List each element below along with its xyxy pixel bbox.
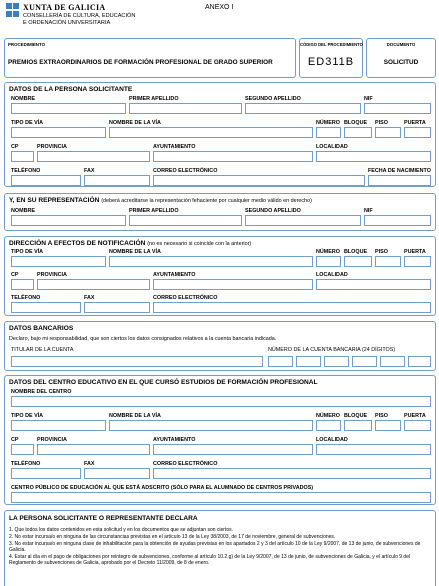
field-iban-3[interactable] [324,356,349,367]
field-ayuntamiento[interactable] [153,444,313,455]
declaration-list [9,527,433,567]
label-telefono: TELÉFONO [11,461,41,467]
field-localidad[interactable] [316,151,431,162]
field-nombre-via[interactable] [109,127,313,138]
label-titular: TITULAR DE LA CUENTA [11,347,74,353]
label-ayuntamiento: AYUNTAMIENTO [153,437,196,443]
label-segundo-apellido: SEGUNDO APELLIDO [245,96,301,102]
field-bloque[interactable] [344,420,372,431]
field-nombre-centro[interactable] [11,396,431,407]
field-fax[interactable] [84,302,150,313]
field-segundo-apellido[interactable] [245,103,361,114]
field-telefono[interactable] [11,175,81,186]
label-nombre-centro: NOMBRE DEL CENTRO [11,389,72,395]
field-tipo-via[interactable] [11,127,106,138]
field-correo[interactable] [153,468,431,479]
section-school-data [4,375,436,505]
field-telefono[interactable] [11,468,81,479]
field-titular[interactable] [11,356,263,367]
label-fax: FAX [84,295,95,301]
field-tipo-via[interactable] [11,420,106,431]
label-piso: PISO [375,120,388,126]
field-bloque[interactable] [344,127,372,138]
label-fax: FAX [84,461,95,467]
field-piso[interactable] [375,127,401,138]
label-numero: NÚMERO [316,249,340,255]
field-nombre-via[interactable] [109,420,313,431]
section-notification-address [4,236,436,316]
label-cp: CP [11,437,19,443]
field-iban-5[interactable] [380,356,405,367]
section-title-text: Y, EN SU REPRESENTACIÓN [9,197,100,204]
section-applicant [4,82,436,187]
procedure-label: PROCEDIMIENTO [8,42,45,47]
section-declaration [4,510,436,586]
label-provincia: PROVINCIA [37,272,67,278]
label-nif: NIF [364,208,373,214]
annex-label: ANEXO I [205,4,234,11]
label-provincia: PROVINCIA [37,144,67,150]
field-iban-1[interactable] [268,356,293,367]
section-note: (deberá acreditarse la representación fehaciente por cualquier medio válido en derecho) [101,198,312,204]
label-localidad: LOCALIDAD [316,144,348,150]
field-iban-6[interactable] [408,356,431,367]
field-nombre[interactable] [11,103,126,114]
field-numero[interactable] [316,127,341,138]
field-nombre[interactable] [11,215,126,226]
label-nombre-via: NOMBRE DE LA VÍA [109,413,161,419]
field-cp[interactable] [11,444,34,455]
field-correo[interactable] [153,175,365,186]
label-nombre-via: NOMBRE DE LA VÍA [109,249,161,255]
xunta-logo [6,3,20,17]
section-title [9,197,312,204]
label-numero: NÚMERO [316,413,340,419]
code-box [299,38,363,78]
label-correo: CORREO ELECTRÓNICO [153,461,218,467]
field-numero[interactable] [316,420,341,431]
bank-declaration: Declaro, bajo mi responsabilidad, que son ciertos los datos consignados relativos a la cuenta bancaria indicada. [9,336,277,342]
declaration-item: 4. Estar al día en el pago de obligaciones por reintegro de subvenciones, conforme al artículo 10.2.g) de la Ley 9/2007, de 13 de junio, de subvenciones de Galicia, y el artículo 9 del Reglamento de subvenciones de Galicia, aprobado por el Decreto 11/2009, de 8 de enero. [9,553,411,566]
section-title: DATOS DEL CENTRO EDUCATIVO EN EL QUE CURSÓ ESTUDIOS DE FORMACIÓN PROFESIONAL [9,379,318,386]
field-cp[interactable] [11,151,34,162]
field-ayuntamiento[interactable] [153,151,313,162]
label-ayuntamiento: AYUNTAMIENTO [153,144,196,150]
field-segundo-apellido[interactable] [245,215,361,226]
label-fecha-nacimiento: FECHA DE NACIMIENTO [368,168,431,174]
document-value: SOLICITUD [383,59,419,66]
label-localidad: LOCALIDAD [316,437,348,443]
field-ayuntamiento[interactable] [153,279,313,290]
field-centro-publico[interactable] [11,492,431,503]
label-nombre-via: NOMBRE DE LA VÍA [109,120,161,126]
field-localidad[interactable] [316,444,431,455]
field-piso[interactable] [375,256,401,267]
label-puerta: PUERTA [404,413,426,419]
field-cp[interactable] [11,279,34,290]
field-puerta[interactable] [404,256,431,267]
label-nif: NIF [364,96,373,102]
label-puerta: PUERTA [404,120,426,126]
code-label: CÓDIGO DEL PROCEDIMIENTO [300,42,363,47]
label-correo: CORREO ELECTRÓNICO [153,295,218,301]
label-correo: CORREO ELECTRÓNICO [153,168,218,174]
declaration-item: 1. Que todos los datos contenidos en esta solicitud y en los documentos que se adjuntan son ciertos. [9,527,234,533]
label-puerta: PUERTA [404,249,426,255]
field-primer-apellido[interactable] [129,215,242,226]
label-bloque: BLOQUE [344,249,368,255]
section-representative [4,193,436,231]
section-title: DATOS DE LA PERSONA SOLICITANTE [9,86,133,93]
field-iban-2[interactable] [296,356,321,367]
label-primer-apellido: PRIMER APELLIDO [129,96,179,102]
label-segundo-apellido: SEGUNDO APELLIDO [245,208,301,214]
section-title: LA PERSONA SOLICITANTE O REPRESENTANTE DECLARA [9,515,198,522]
label-bloque: BLOQUE [344,120,368,126]
section-title: DATOS BANCARIOS [9,325,74,332]
field-bloque[interactable] [344,256,372,267]
field-piso[interactable] [375,420,401,431]
field-provincia[interactable] [37,444,150,455]
document-label: DOCUMENTO [386,42,416,47]
label-ayuntamiento: AYUNTAMIENTO [153,272,196,278]
label-numero-cuenta: NÚMERO DE LA CUENTA BANCARIA (24 DÍGITOS) [268,347,396,353]
label-nombre: NOMBRE [11,208,35,214]
label-cp: CP [11,144,19,150]
field-tipo-via[interactable] [11,256,106,267]
field-nif[interactable] [364,215,431,226]
field-numero[interactable] [316,256,341,267]
code-value: ED311B [307,56,355,68]
field-fecha-nacimiento[interactable] [368,175,431,186]
declaration-item: 2. No estar incursa/o en ninguna de las circunstancias previstas en el artículo 13 de la Ley 38/2003, de 17 de noviembre, general de subvenciones. [9,533,336,540]
field-puerta[interactable] [404,127,431,138]
section-bank-details [4,321,436,371]
field-puerta[interactable] [404,420,431,431]
label-fax: FAX [84,168,95,174]
procedure-value: PREMIOS EXTRAORDINARIOS DE FORMACIÓN PROFESIONAL DE GRADO SUPERIOR [8,59,273,66]
label-provincia: PROVINCIA [37,437,67,443]
field-nombre-via[interactable] [109,256,313,267]
field-provincia[interactable] [37,279,150,290]
document-box [366,38,436,78]
label-piso: PISO [375,249,388,255]
field-primer-apellido[interactable] [129,103,242,114]
label-tipo-via: TIPO DE VÍA [11,413,44,419]
label-numero: NÚMERO [316,120,340,126]
label-piso: PISO [375,413,388,419]
field-provincia[interactable] [37,151,150,162]
logo-dept-line2: E ORDENACIÓN UNIVERSITARIA [23,20,111,26]
label-centro-publico: CENTRO PÚBLICO DE EDUCACIÓN AL QUE ESTÁ ADSCRITO (SÓLO PARA EL ALUMNADO DE CENTROS PRIVADOS) [11,485,314,491]
label-telefono: TELÉFONO [11,295,41,301]
section-title [9,240,251,247]
label-tipo-via: TIPO DE VÍA [11,249,44,255]
field-nif[interactable] [364,103,431,114]
field-iban-4[interactable] [352,356,377,367]
label-bloque: BLOQUE [344,413,368,419]
logo-dept-line1: CONSELLERÍA DE CULTURA, EDUCACIÓN [23,13,136,19]
declaration-item: 3. No estar incursa/o en ninguna clase de inhabilitación para la obtención de ayudas previstas en los apartados 2 y 3 del artículo 10 de la Ley 9/2007, de 13 de junio, de subvenciones de Galicia. [9,540,421,553]
label-primer-apellido: PRIMER APELLIDO [129,208,179,214]
section-note: (no es necesario si coincide con la anterior) [147,241,252,247]
field-fax[interactable] [84,175,150,186]
label-cp: CP [11,272,19,278]
field-telefono[interactable] [11,302,81,313]
logo-title: XUNTA DE GALICIA [23,3,106,12]
section-title-text: DIRECCIÓN A EFECTOS DE NOTIFICACIÓN [9,240,146,247]
field-localidad[interactable] [316,279,431,290]
field-fax[interactable] [84,468,150,479]
field-correo[interactable] [153,302,431,313]
procedure-box [4,38,296,78]
label-tipo-via: TIPO DE VÍA [11,120,44,126]
label-telefono: TELÉFONO [11,168,41,174]
label-localidad: LOCALIDAD [316,272,348,278]
label-nombre: NOMBRE [11,96,35,102]
